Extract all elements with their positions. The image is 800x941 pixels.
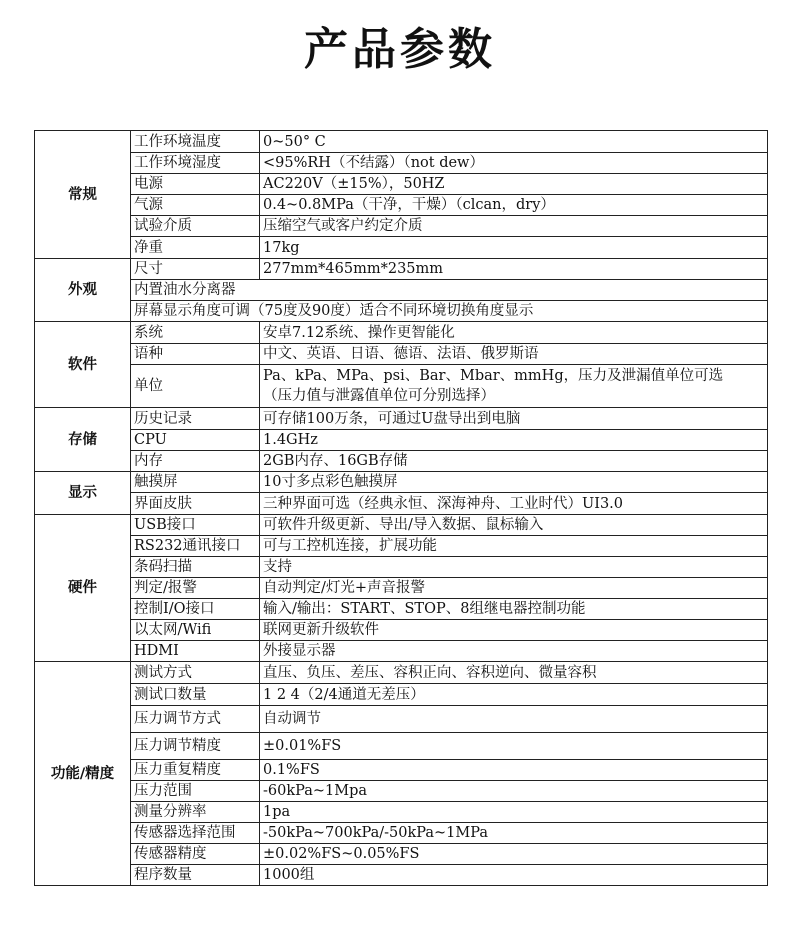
- spec-table: [34, 130, 768, 886]
- param-value: 中文、英语、日语、德语、法语、俄罗斯语: [260, 344, 768, 365]
- table-row: [35, 430, 768, 451]
- param-name: RS232通讯接口: [131, 536, 260, 557]
- param-value: 三种界面可选（经典永恒、深海神舟、工业时代）UI3.0: [260, 493, 768, 515]
- feature-text: 内置油水分离器: [131, 280, 768, 301]
- table-row: [35, 131, 768, 153]
- table-row: [35, 344, 768, 365]
- table-row: [35, 578, 768, 599]
- param-value: <95%RH（不结露）（not dew）: [260, 153, 768, 174]
- param-value: -50kPa~700kPa/-50kPa~1MPa: [260, 823, 768, 844]
- param-name: 试验介质: [131, 216, 260, 237]
- table-row: [35, 322, 768, 344]
- param-value: 自动判定/灯光+声音报警: [260, 578, 768, 599]
- param-name: 程序数量: [131, 865, 260, 886]
- param-value: [260, 365, 768, 408]
- param-value: 0~50° C: [260, 131, 768, 153]
- table-row: [35, 153, 768, 174]
- param-name: 测试口数量: [131, 684, 260, 706]
- param-value: 输入/输出：START、STOP、8组继电器控制功能: [260, 599, 768, 620]
- feature-text: 屏幕显示角度可调（75度及90度）适合不同环境切换角度显示: [131, 301, 768, 322]
- category-storage: 存储: [35, 408, 131, 472]
- param-value: ±0.02%FS~0.05%FS: [260, 844, 768, 865]
- table-row: [35, 641, 768, 662]
- param-value: 直压、负压、差压、容积正向、容积逆向、微量容积: [260, 662, 768, 684]
- param-name: 压力范围: [131, 781, 260, 802]
- param-value: 1000组: [260, 865, 768, 886]
- param-value: 2GB内存、16GB存储: [260, 451, 768, 472]
- param-name: HDMI: [131, 641, 260, 662]
- table-row: [35, 706, 768, 733]
- param-value-line: Pa、kPa、MPa、psi、Bar、Mbar、mmHg，压力及泄漏值单位可选: [263, 368, 724, 384]
- param-name: USB接口: [131, 515, 260, 536]
- param-name: CPU: [131, 430, 260, 451]
- category-display: 显示: [35, 472, 131, 515]
- table-row: [35, 599, 768, 620]
- table-row: [35, 174, 768, 195]
- param-name: 压力重复精度: [131, 760, 260, 781]
- param-value: 可存储100万条，可通过U盘导出到电脑: [260, 408, 768, 430]
- param-name: 压力调节精度: [131, 733, 260, 760]
- table-row: [35, 536, 768, 557]
- param-name: 触摸屏: [131, 472, 260, 493]
- table-row: [35, 216, 768, 237]
- param-name: 净重: [131, 237, 260, 259]
- param-value: 1 2 4（2/4通道无差压）: [260, 684, 768, 706]
- param-name: 单位: [131, 365, 260, 408]
- param-name: 工作环境温度: [131, 131, 260, 153]
- param-name: 传感器选择范围: [131, 823, 260, 844]
- table-row: [35, 823, 768, 844]
- table-row: [35, 620, 768, 641]
- category-appearance: 外观: [35, 259, 131, 322]
- param-value: ±0.01%FS: [260, 733, 768, 760]
- param-value: 外接显示器: [260, 641, 768, 662]
- table-row: [35, 237, 768, 259]
- param-name: 界面皮肤: [131, 493, 260, 515]
- table-row: [35, 781, 768, 802]
- table-row: [35, 472, 768, 493]
- table-row: [35, 259, 768, 280]
- param-name: 测量分辨率: [131, 802, 260, 823]
- param-value: -60kPa~1Mpa: [260, 781, 768, 802]
- table-row: [35, 662, 768, 684]
- table-row: [35, 760, 768, 781]
- param-value: 安卓7.12系统、操作更智能化: [260, 322, 768, 344]
- param-name: 控制I/O接口: [131, 599, 260, 620]
- param-name: 以太网/Wifi: [131, 620, 260, 641]
- param-value: 可软件升级更新、导出/导入数据、鼠标输入: [260, 515, 768, 536]
- param-name: 内存: [131, 451, 260, 472]
- param-name: 尺寸: [131, 259, 260, 280]
- param-value: 1pa: [260, 802, 768, 823]
- param-value: 联网更新升级软件: [260, 620, 768, 641]
- param-name: 系统: [131, 322, 260, 344]
- param-value: 0.1%FS: [260, 760, 768, 781]
- param-name: 测试方式: [131, 662, 260, 684]
- param-name: 判定/报警: [131, 578, 260, 599]
- param-value: 277mm*465mm*235mm: [260, 259, 768, 280]
- table-row: [35, 844, 768, 865]
- param-name: 条码扫描: [131, 557, 260, 578]
- param-value: 10寸多点彩色触摸屏: [260, 472, 768, 493]
- category-general: 常规: [35, 131, 131, 259]
- param-name: 语种: [131, 344, 260, 365]
- table-row: [35, 515, 768, 536]
- category-hardware: 硬件: [35, 515, 131, 662]
- table-row: [35, 802, 768, 823]
- table-row: [35, 451, 768, 472]
- param-name: 电源: [131, 174, 260, 195]
- param-name: 工作环境湿度: [131, 153, 260, 174]
- category-function: 功能/精度: [35, 662, 131, 886]
- param-value-note: （压力值与泄露值单位可分别选择）: [263, 388, 495, 404]
- param-value: 1.4GHz: [260, 430, 768, 451]
- param-value: 压缩空气或客户约定介质: [260, 216, 768, 237]
- table-row: [35, 733, 768, 760]
- table-row: [35, 557, 768, 578]
- table-row: [35, 684, 768, 706]
- param-value: 0.4~0.8MPa（干净，干燥）（clcan，dry）: [260, 195, 768, 216]
- param-value: AC220V（±15%），50HZ: [260, 174, 768, 195]
- table-row: [35, 493, 768, 515]
- table-row: [35, 301, 768, 322]
- param-name: 传感器精度: [131, 844, 260, 865]
- page-title: 产品参数: [304, 24, 496, 75]
- param-value: 17kg: [260, 237, 768, 259]
- table-row: [35, 408, 768, 430]
- table-row: [35, 365, 768, 408]
- param-name: 压力调节方式: [131, 706, 260, 733]
- param-name: 历史记录: [131, 408, 260, 430]
- param-value: 可与工控机连接，扩展功能: [260, 536, 768, 557]
- category-software: 软件: [35, 322, 131, 408]
- table-row: [35, 280, 768, 301]
- table-row: [35, 195, 768, 216]
- param-name: 气源: [131, 195, 260, 216]
- table-row: [35, 865, 768, 886]
- param-value: 自动调节: [260, 706, 768, 733]
- param-value: 支持: [260, 557, 768, 578]
